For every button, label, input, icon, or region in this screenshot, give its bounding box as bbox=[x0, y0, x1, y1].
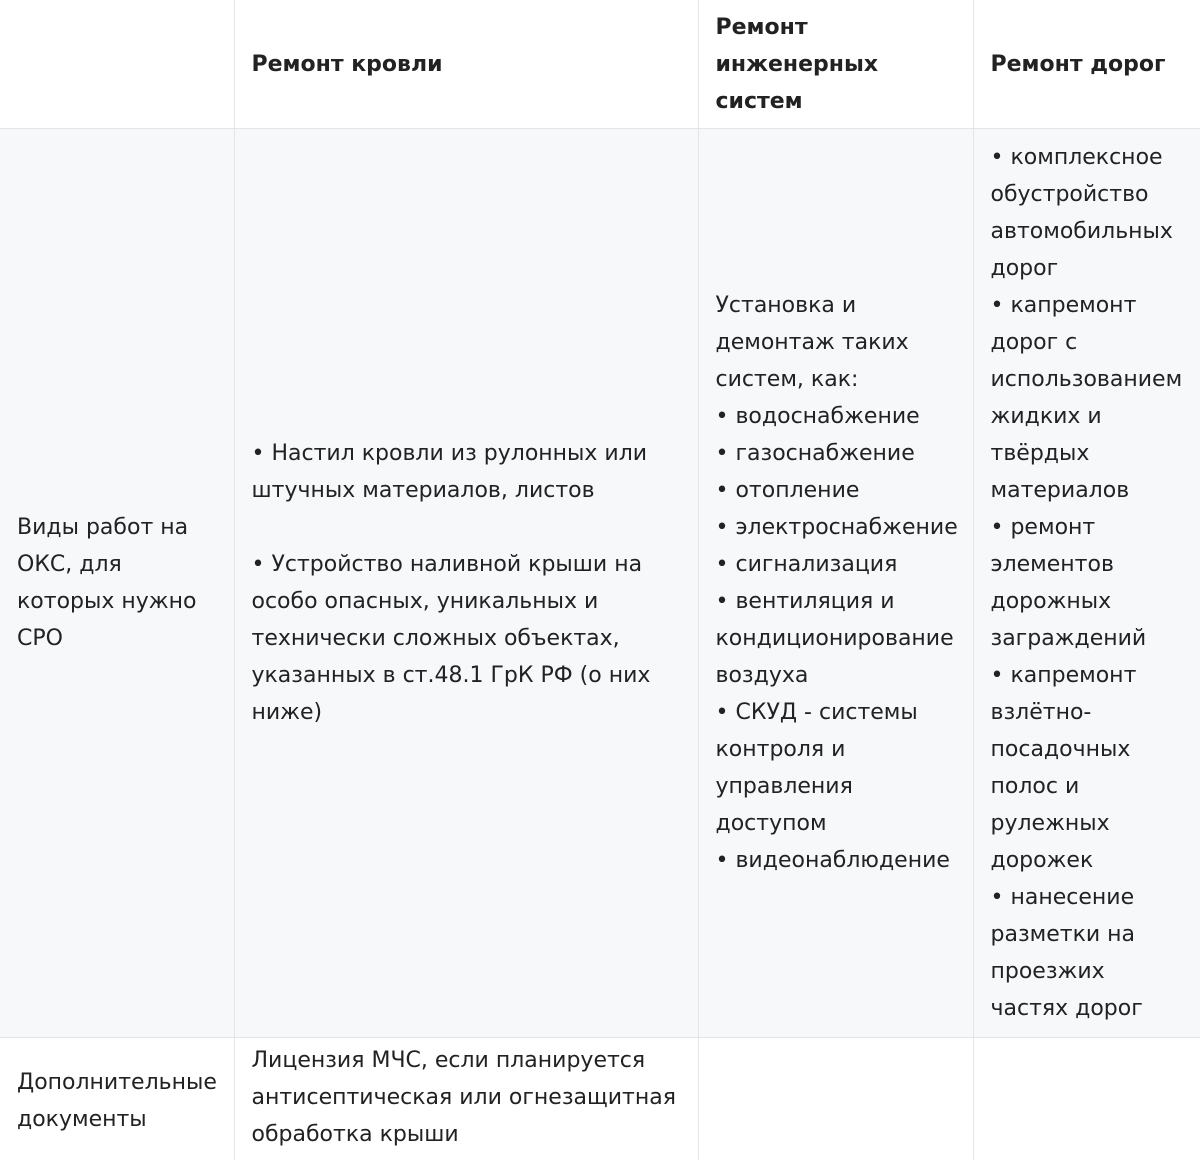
table-row bbox=[0, 129, 1200, 1038]
cell-roof-work-types: • Настил кровли из рулонных или штучных материалов, листов • Устройство наливной крыши на особо опасных, уникальных и технически сложных объектах, указанных в ст.48.1 ГрК РФ (о них ниже) bbox=[234, 129, 698, 1038]
header-roof-repair: Ремонт кровли bbox=[234, 0, 698, 129]
row-label-work-types: Виды работ на ОКС, для которых нужно СРО bbox=[0, 129, 234, 1038]
cell-engineering-additional-docs bbox=[698, 1038, 973, 1160]
table-row bbox=[0, 1038, 1200, 1160]
row-label-additional-docs: Дополнительные документы bbox=[0, 1038, 234, 1160]
header-empty bbox=[0, 0, 234, 129]
header-row bbox=[0, 0, 1200, 129]
header-engineering-repair: Ремонт инженерных систем bbox=[698, 0, 973, 129]
cell-engineering-work-types: Установка и демонтаж таких систем, как: • водоснабжение • газоснабжение • отопление • электроснабжение • сигнализация • вентиляция и кондиционирование воздуха • СКУД - системы контроля и управления доступом • видеонаблюдение bbox=[698, 129, 973, 1038]
cell-roads-work-types: • комплексное обустройство автомобильных дорог • капремонт дорог с использованием жидких и твёрдых материалов • ремонт элементов дорожных заграждений • капремонт взлётно-посадочных полос и рулежных дорожек • нанесение разметки на проезжих частях дорог bbox=[973, 129, 1200, 1038]
cell-roof-additional-docs: Лицензия МЧС, если планируется антисептическая или огнезащитная обработка крыши bbox=[234, 1038, 698, 1160]
header-road-repair: Ремонт дорог bbox=[973, 0, 1200, 129]
cell-roads-additional-docs bbox=[973, 1038, 1200, 1160]
